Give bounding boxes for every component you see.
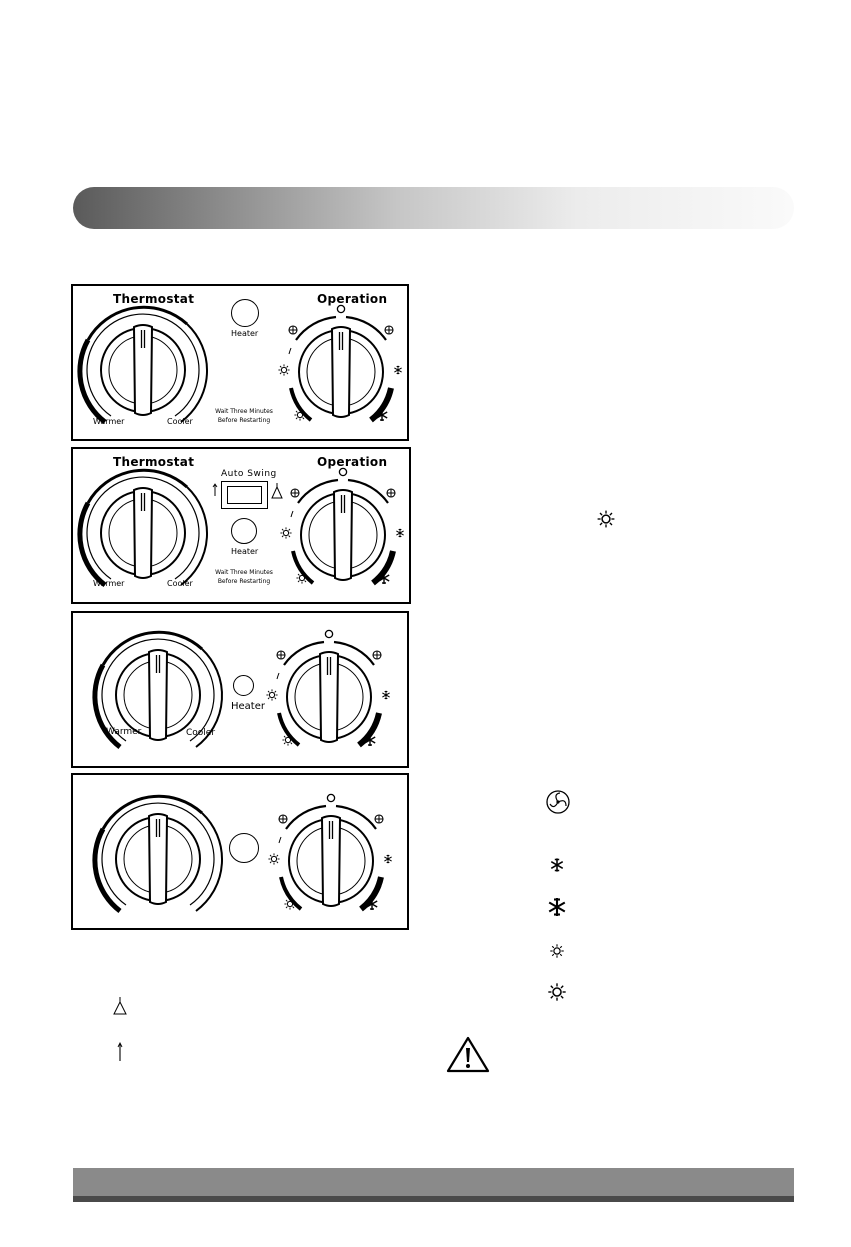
high-cool-icon (544, 894, 570, 920)
thermostat-knob[interactable] (80, 307, 207, 422)
control-panel-2 (71, 447, 411, 604)
heater-button[interactable] (231, 299, 259, 327)
operation-knob[interactable] (278, 305, 401, 421)
thermostat-title: Thermostat (113, 292, 195, 306)
warning-triangle-icon (446, 1036, 490, 1074)
heater-label: Heater (231, 547, 259, 556)
wait-notice (211, 568, 277, 586)
warmer-label: Warmer (93, 417, 125, 426)
control-panel-3 (71, 611, 409, 768)
high-heat-icon (543, 978, 571, 1006)
auto-swing-switch-frame (221, 481, 268, 509)
high-heat-icon (590, 503, 622, 535)
operation-knob[interactable] (268, 794, 391, 910)
wait-line-2: Before Restarting (217, 578, 271, 585)
low-cool-icon (547, 855, 567, 875)
thermostat-knob[interactable] (80, 470, 207, 585)
wait-line-1: Wait Three Minutes (215, 569, 273, 576)
swing-fixed-icon (112, 1041, 128, 1063)
heater-button[interactable] (229, 833, 259, 863)
wait-line-1: Wait Three Minutes (215, 408, 273, 415)
wait-line-2: Before Restarting (217, 417, 271, 424)
heater-label: Heater (231, 329, 259, 338)
warmer-label: Warmer (106, 727, 142, 737)
operation-knob[interactable] (266, 630, 389, 746)
heater-label: Heater (231, 701, 265, 712)
auto-swing-switch[interactable] (227, 486, 262, 504)
cooler-label: Cooler (167, 417, 193, 426)
swing-oscillate-icon (272, 483, 282, 498)
swing-fixed-icon (213, 484, 217, 496)
fan-icon (544, 788, 572, 816)
warmer-label: Warmer (93, 579, 125, 588)
thermostat-title: Thermostat (113, 455, 195, 469)
wait-notice (211, 407, 277, 425)
heater-button[interactable] (231, 518, 257, 544)
swing-oscillate-icon (108, 995, 132, 1019)
operation-title: Operation (317, 292, 388, 306)
thermostat-knob[interactable] (95, 796, 222, 911)
cooler-label: Cooler (186, 728, 216, 738)
heater-button[interactable] (233, 675, 254, 696)
footer-bar (73, 1168, 794, 1202)
low-heat-icon (546, 940, 568, 962)
operation-title: Operation (317, 455, 388, 469)
section-title-bar (73, 187, 794, 229)
auto-swing-label: Auto Swing (221, 469, 277, 479)
operation-knob[interactable] (280, 468, 403, 584)
control-panel-4 (71, 773, 409, 930)
cooler-label: Cooler (167, 579, 193, 588)
control-panel-1 (71, 284, 409, 441)
